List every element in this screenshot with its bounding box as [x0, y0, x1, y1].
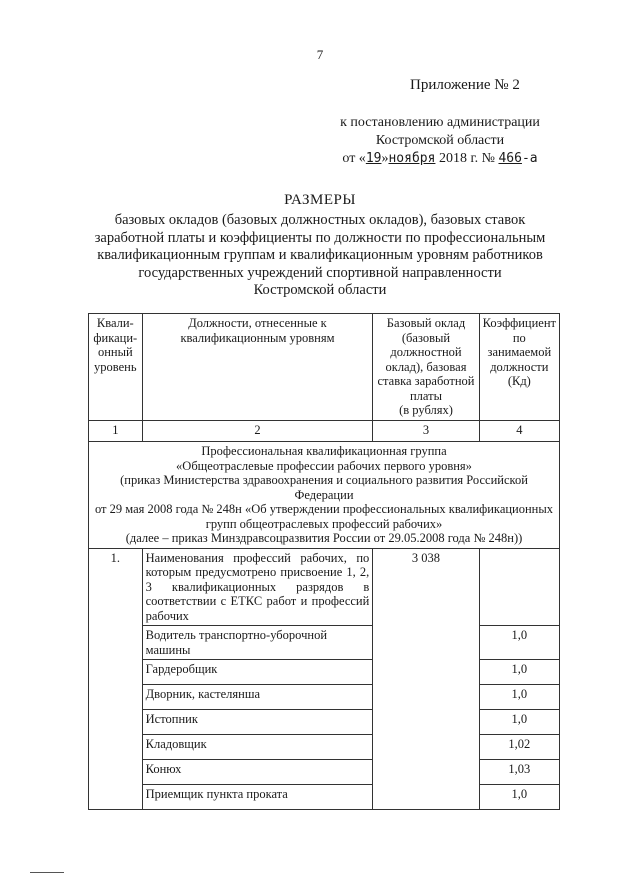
table-row — [89, 760, 560, 785]
page-number: 7 — [316, 47, 324, 62]
group-line: групп общеотраслевых профессий рабочих» — [205, 516, 443, 531]
group-line: (далее – приказ Минздравсоцразвития России от 29.05.2008 года № 248н)) — [125, 531, 523, 545]
subtitle-line: квалификационным группам и квалификационным уровням работников — [97, 247, 543, 263]
table-row — [89, 735, 560, 760]
header-coefficient: Коэффициент по занимаемой должности (Кд) — [479, 314, 559, 421]
decree-prefix: от « — [342, 151, 366, 166]
col-number: 2 — [142, 421, 373, 442]
decree-date-line — [300, 150, 580, 168]
decree-mid: » — [381, 151, 389, 166]
base-salary: 3 038 — [373, 548, 479, 810]
header-base-salary: Базовый оклад (базовый должностной оклад), базовая ставка заработной платы (в рублях) — [373, 314, 479, 421]
table-row — [89, 660, 560, 685]
position-name: Водитель транспортно-уборочной машины — [142, 626, 373, 660]
table-row — [89, 626, 560, 660]
decree-line-2: Костромской области — [375, 133, 505, 148]
group-line: от 29 мая 2008 года № 248н «Об утверждении профессиональных квалификационных — [94, 502, 554, 516]
decree-suffix: -а — [521, 151, 538, 166]
document-title: РАЗМЕРЫ — [284, 192, 356, 208]
col-number: 4 — [479, 421, 559, 442]
table-row — [89, 785, 560, 810]
subtitle-line: базовых окладов (базовых должностных окладов), базовых ставок — [114, 212, 526, 228]
position-name: Приемщик пункта проката — [142, 785, 373, 810]
group-title — [89, 442, 560, 549]
group-line: «Общеотраслевые профессии рабочих первого уровня» — [176, 458, 472, 473]
subtitle-line: заработной платы и коэффициенты по должности по профессиональным — [94, 229, 546, 246]
decree-day: 19 — [365, 151, 382, 166]
subtitle-line: государственных учреждений спортивной направленности — [138, 264, 502, 281]
group-line: Профессиональная квалификационная группа — [201, 444, 447, 458]
decree-reference — [300, 114, 580, 168]
column-number-row — [89, 421, 560, 442]
table-row — [89, 710, 560, 735]
col-number: 1 — [89, 421, 143, 442]
header-positions: Должности, отнесенные к квалификационным уровням — [142, 314, 373, 421]
col-number: 3 — [373, 421, 479, 442]
footer-divider — [30, 872, 64, 873]
level-row — [89, 548, 560, 626]
position-name: Гардеробщик — [142, 660, 373, 685]
position-coef: 1,03 — [479, 760, 559, 785]
position-coef: 1,0 — [479, 710, 559, 735]
group-line: (приказ Министерства здравоохранения и социального развития Российской Федерации — [120, 473, 528, 502]
header-row — [89, 314, 560, 421]
position-name: Кладовщик — [142, 735, 373, 760]
position-coef: 1,0 — [479, 785, 559, 810]
level-number: 1. — [89, 548, 143, 810]
decree-number: 466 — [498, 151, 522, 166]
position-coef: 1,02 — [479, 735, 559, 760]
position-coef: 1,0 — [479, 685, 559, 710]
decree-line-1: к постановлению администрации — [340, 115, 540, 130]
salary-table — [88, 313, 560, 810]
position-coef: 1,0 — [479, 626, 559, 660]
decree-year: 2018 г. № — [438, 151, 495, 166]
coef-empty — [479, 548, 559, 626]
subtitle-line: Костромской области — [253, 282, 387, 298]
position-name: Истопник — [142, 710, 373, 735]
header-level: Квали- фикаци- онный уровень — [89, 314, 143, 421]
decree-month: ноября — [388, 151, 436, 166]
level-description: Наименования профессий рабочих, по которым предусмотрено присвоение 1, 2, 3 квалификационных разрядов в соответствии с ЕТКС работ и профессий рабочих — [142, 548, 373, 626]
position-name: Дворник, кастелянша — [142, 685, 373, 710]
document-subtitle — [70, 212, 570, 300]
position-coef: 1,0 — [479, 660, 559, 685]
appendix-label: Приложение № 2 — [410, 77, 520, 93]
position-name: Конюх — [142, 760, 373, 785]
group-row — [89, 442, 560, 549]
table-row — [89, 685, 560, 710]
